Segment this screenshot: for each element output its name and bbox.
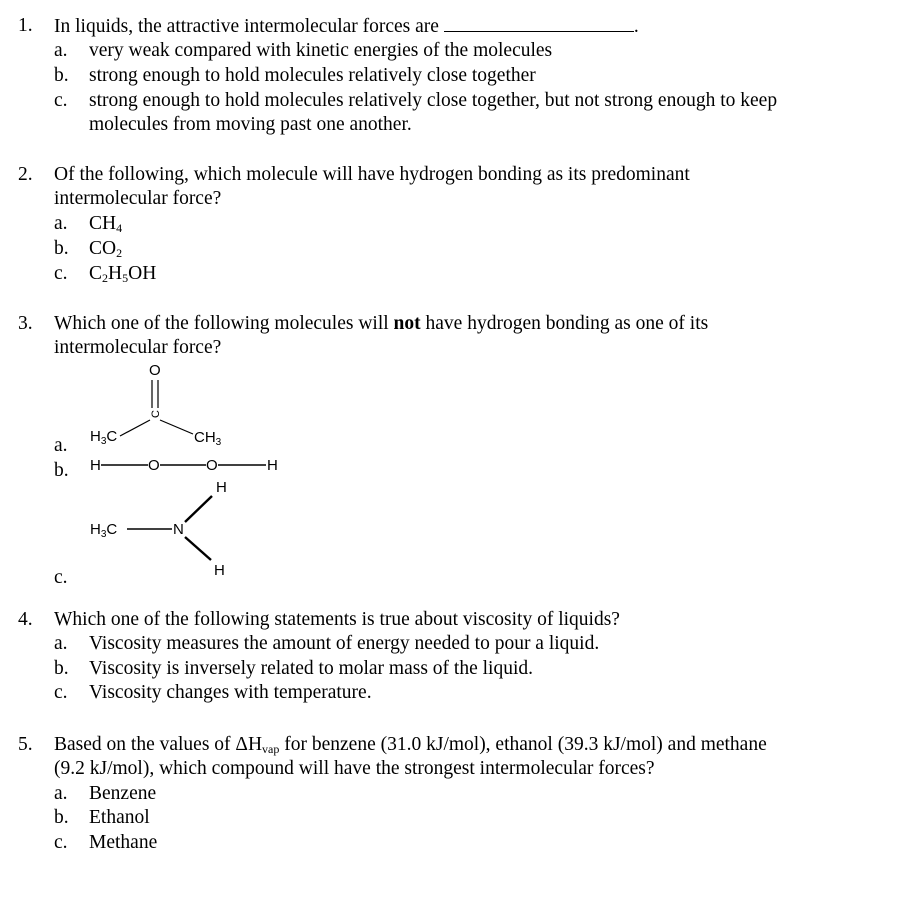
- mol-c-h: H: [90, 521, 101, 538]
- q2-number: 2.: [18, 164, 33, 185]
- q5-stem-line2: (9.2 kJ/mol), which compound will have the strongest intermolecular forces?: [54, 758, 655, 779]
- mol-a-left-methyl: [90, 428, 117, 447]
- q4-number: 4.: [18, 609, 33, 630]
- q2-option-a-letter: a.: [54, 213, 68, 234]
- q2-option-c-text: C: [89, 263, 103, 284]
- mol-c-sub: 3: [100, 529, 107, 540]
- q4-option-b: Viscosity is inversely related to molar mass of the liquid.: [89, 658, 533, 679]
- q3-stem-bold: not: [393, 313, 421, 334]
- q2-option-c-tail: OH: [128, 263, 157, 284]
- q3-stem-text: Which one of the following molecules will: [54, 313, 394, 334]
- q3-option-a-letter: a.: [54, 435, 68, 456]
- mol-c-nitrogen: N: [173, 521, 184, 538]
- q3-stem-text-after: have hydrogen bonding as one of its: [420, 313, 709, 334]
- q2-option-b-text: CO: [89, 238, 117, 259]
- q2-option-c-letter: c.: [54, 263, 68, 284]
- q5-option-a-letter: a.: [54, 783, 68, 804]
- q5-option-a: Benzene: [89, 783, 157, 804]
- q5-stem-text: Based on the values of ΔH: [54, 734, 263, 755]
- q2-stem-line1: Of the following, which molecule will have hydrogen bonding as its predominant: [54, 164, 690, 185]
- q5-option-b: Ethanol: [89, 807, 150, 828]
- q5-stem-sub: vap: [262, 742, 280, 756]
- q3-molecule-a: [90, 362, 222, 448]
- q5-stem-text-after: for benzene (31.0 kJ/mol), ethanol (39.3 kJ/mol) and methane: [279, 734, 767, 755]
- q4-option-c: Viscosity changes with temperature.: [89, 682, 372, 703]
- mol-a-carbon: C: [150, 410, 162, 418]
- mol-a-left-h: H: [90, 428, 101, 445]
- mol-c-methyl: [90, 521, 117, 540]
- q3-molecule-c: [90, 496, 225, 579]
- q1-option-b-letter: b.: [54, 65, 69, 86]
- q2-option-b-letter: b.: [54, 238, 69, 259]
- mol-c-carbon: C: [106, 521, 118, 538]
- mol-a-right-sub: 3: [215, 437, 222, 448]
- q5-number: 5.: [18, 734, 33, 755]
- q2-option-a-sub: 4: [116, 221, 123, 235]
- q5-option-c: Methane: [89, 832, 158, 853]
- q2-option-c-sub2: 5: [122, 271, 129, 285]
- q1-number: 1.: [18, 15, 33, 36]
- mol-c-bond-down: [185, 537, 211, 560]
- q1-option-c-letter: c.: [54, 90, 68, 111]
- mol-a-right-bond: [160, 420, 193, 434]
- q3-molecule-b: [90, 457, 278, 496]
- q4-option-c-letter: c.: [54, 682, 68, 703]
- q3-option-c-letter: c.: [54, 567, 68, 588]
- mol-b-oxygen-2: O: [206, 457, 218, 474]
- q4-option-a-letter: a.: [54, 633, 68, 654]
- mol-b-h-below: H: [216, 479, 227, 496]
- mol-c-bond-up: [185, 496, 212, 522]
- mol-a-right-c: CH: [194, 429, 216, 446]
- mol-a-left-sub: 3: [100, 436, 107, 447]
- mol-a-left-c: C: [106, 428, 118, 445]
- q5-option-b-letter: b.: [54, 807, 69, 828]
- mol-b-h-right: H: [267, 457, 278, 474]
- q4-option-a: Viscosity measures the amount of energy needed to pour a liquid.: [89, 633, 600, 654]
- mol-a-oxygen: O: [149, 362, 161, 379]
- q1-option-a-letter: a.: [54, 40, 68, 61]
- q2-option-c-mid: H: [108, 263, 123, 284]
- q5-option-c-letter: c.: [54, 832, 68, 853]
- q4-stem: Which one of the following statements is true about viscosity of liquids?: [54, 609, 620, 630]
- q1-option-c-line2: molecules from moving past one another.: [89, 114, 412, 135]
- q1-stem-text: In liquids, the attractive intermolecular forces are: [54, 16, 439, 37]
- q1-stem-period: .: [633, 16, 639, 37]
- q1-option-b: strong enough to hold molecules relatively close together: [89, 65, 536, 86]
- q1-option-c: strong enough to hold molecules relatively close together, but not strong enough to keep: [89, 90, 778, 111]
- q3-option-b-letter: b.: [54, 460, 69, 481]
- q2-stem-line2: intermolecular force?: [54, 188, 222, 209]
- mol-b-oxygen-1: O: [148, 457, 160, 474]
- mol-a-right-methyl: [194, 429, 222, 448]
- q3-stem-line2: intermolecular force?: [54, 337, 222, 358]
- mol-c-h-bottom: H: [214, 562, 225, 579]
- mol-b-h-left: H: [90, 457, 101, 474]
- q3-number: 3.: [18, 313, 33, 334]
- mol-a-left-bond: [120, 420, 150, 436]
- q2-option-b-sub: 2: [116, 246, 123, 260]
- q2-option-c-sub1: 2: [102, 271, 109, 285]
- q1-option-a: very weak compared with kinetic energies of the molecules: [89, 40, 553, 61]
- q5-stem-line1: [54, 733, 767, 757]
- q4-option-b-letter: b.: [54, 658, 69, 679]
- q2-option-a-text: CH: [89, 213, 117, 234]
